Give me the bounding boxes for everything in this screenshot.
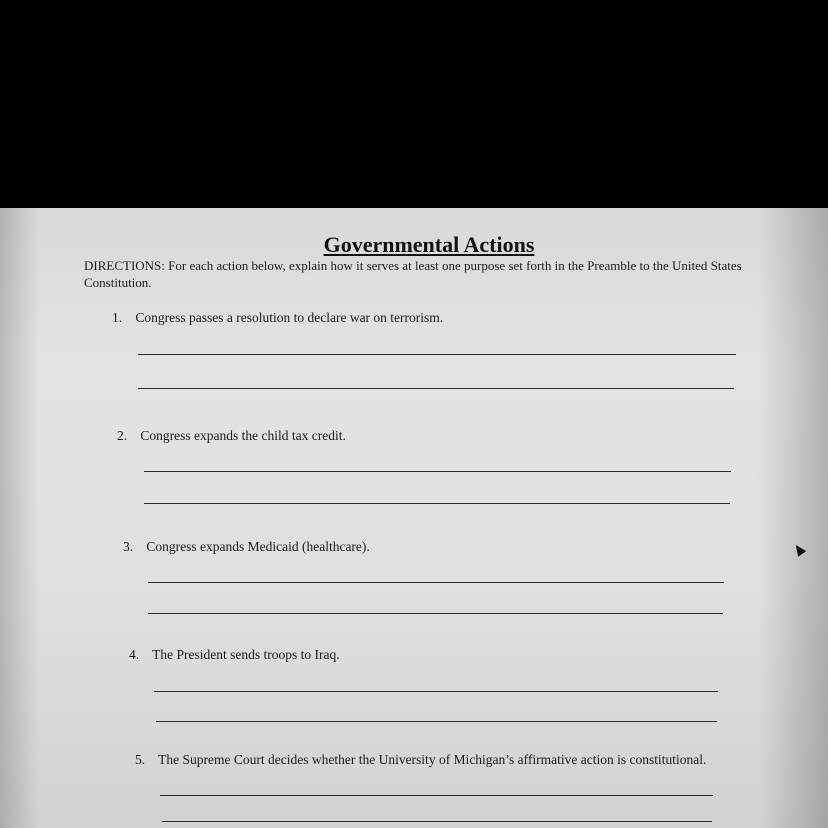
question-number: 4. xyxy=(129,647,140,662)
answer-line-2a[interactable] xyxy=(144,471,731,472)
question-text: Congress passes a resolution to declare war on terrorism. xyxy=(135,310,444,325)
question-number: 3. xyxy=(123,539,134,554)
answer-line-5b[interactable] xyxy=(162,821,712,822)
question-3 xyxy=(123,539,370,555)
answer-line-2b[interactable] xyxy=(144,503,730,504)
answer-line-3b[interactable] xyxy=(148,613,723,614)
answer-line-3a[interactable] xyxy=(148,582,724,583)
document-screen xyxy=(0,208,828,828)
answer-line-5a[interactable] xyxy=(160,795,713,796)
question-2 xyxy=(117,428,346,444)
question-number: 5. xyxy=(135,752,146,767)
question-5 xyxy=(135,752,706,768)
answer-line-4b[interactable] xyxy=(156,721,717,722)
question-4 xyxy=(129,647,340,663)
answer-line-1a[interactable] xyxy=(138,354,736,355)
answer-line-1b[interactable] xyxy=(138,388,734,389)
question-1 xyxy=(112,310,443,326)
directions-text: DIRECTIONS: For each action below, explain how it serves at least one purpose set forth in the Preamble to the United States Constitution. xyxy=(84,258,742,290)
question-number: 1. xyxy=(112,310,123,325)
question-text: The Supreme Court decides whether the University of Michigan’s affirmative action is constitutional. xyxy=(158,752,707,767)
question-text: The President sends troops to Iraq. xyxy=(152,647,340,662)
right-shadow xyxy=(758,208,828,828)
question-number: 2. xyxy=(117,428,128,443)
page-title: Governmental Actions xyxy=(323,232,535,257)
question-text: Congress expands Medicaid (healthcare). xyxy=(146,539,370,554)
left-shadow xyxy=(0,208,40,828)
question-text: Congress expands the child tax credit. xyxy=(140,428,346,443)
answer-line-4a[interactable] xyxy=(154,691,718,692)
